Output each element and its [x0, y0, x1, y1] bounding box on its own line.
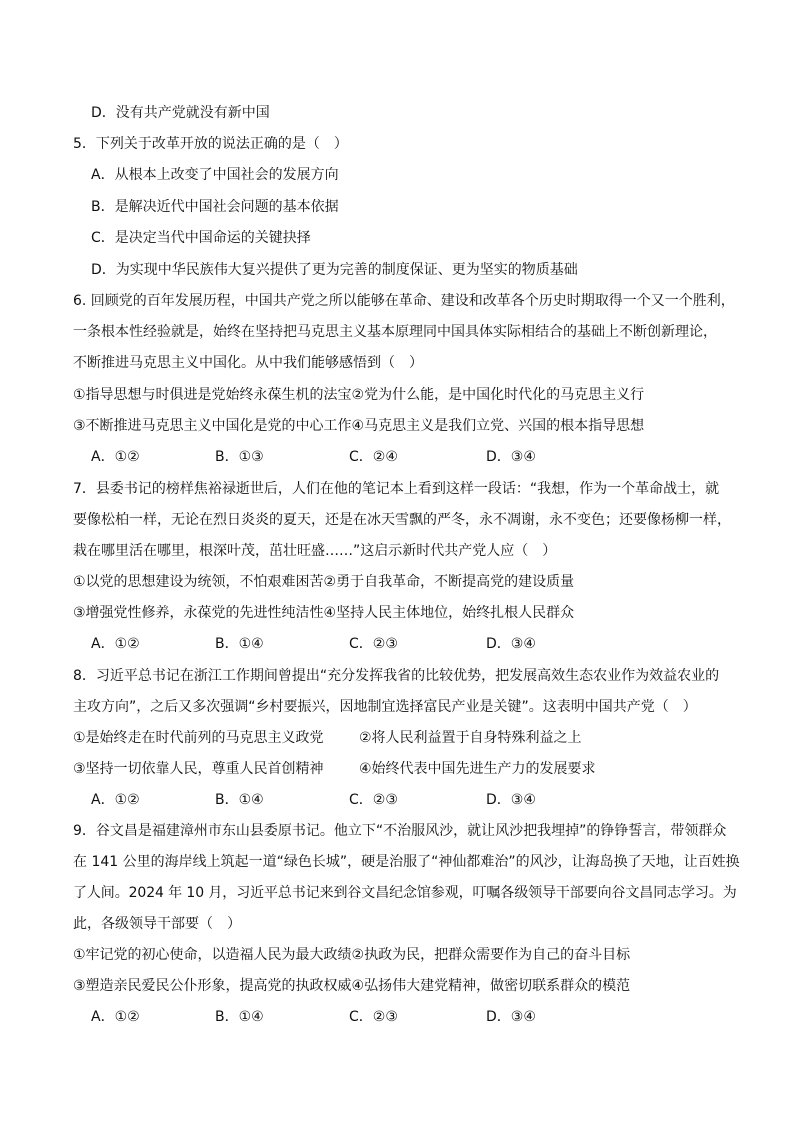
- q9-choice-d: D．③④: [486, 1009, 536, 1025]
- q5-option-b: B．是解决近代中国社会问题的基本依据: [91, 199, 339, 215]
- q8-statement-4: ④始终代表中国先进生产力的发展要求: [359, 761, 596, 777]
- q7-choice-d: D．③④: [486, 636, 536, 652]
- q6-stem-line-3: 不断推进马克思主义中国化。从中我们能够感悟到（ ）: [73, 355, 423, 371]
- q6-statements-line-1: ①指导思想与时俱进是党始终永葆生机的法宝②党为什么能，是中国化时代化的马克思主义行: [73, 387, 645, 403]
- q8-choice-b: B．①④: [215, 792, 264, 808]
- q7-choice-b: B．①④: [215, 636, 264, 652]
- q9-stem-line-2: 在 141 公里的海岸线上筑起一道“绿色长城”，硬是治服了“神仙都难治”的风沙，让海岛换了天地，让百姓换: [73, 854, 740, 870]
- q4-option-d: D．没有共产党就没有新中国: [91, 105, 270, 121]
- q7-stem-line-1: 7．县委书记的榜样焦裕禄逝世后，人们在他的笔记本上看到这样一段话：“我想，作为一个革命战士，就: [73, 481, 720, 497]
- q9-statements-line-2: ③塑造亲民爱民公仆形象，提高党的执政权威④弘扬伟大建党精神，做密切联系群众的模范: [73, 978, 631, 994]
- q6-choice-a: A．①②: [91, 449, 140, 465]
- q6-choice-d: D．③④: [486, 449, 536, 465]
- q7-choice-a: A．①②: [91, 636, 140, 652]
- q6-choice-c: C．②④: [349, 449, 398, 465]
- q7-statements-line-1: ①以党的思想建设为统领，不怕艰难困苦②勇于自我革命，不断提高党的建设质量: [73, 574, 575, 590]
- q7-choice-c: C．②③: [349, 636, 398, 652]
- q7-stem-line-2: 要像松柏一样，无论在烈日炎炎的夏天，还是在冰天雪飘的严冬，永不凋谢，永不变色；还要像杨柳一样，: [73, 512, 731, 528]
- q5-option-a: A．从根本上改变了中国社会的发展方向: [91, 167, 339, 183]
- q6-statements-line-2: ③不断推进马克思主义中国化是党的中心工作④马克思主义是我们立党、兴国的根本指导思想: [73, 418, 645, 434]
- q6-choice-b: B．①③: [215, 449, 264, 465]
- q9-choice-c: C．②③: [349, 1009, 398, 1025]
- q9-statements-line-1: ①牢记党的初心使命，以造福人民为最大政绩②执政为民，把群众需要作为自己的奋斗目标: [73, 947, 631, 963]
- q8-stem-line-1: 8．习近平总书记在浙江工作期间曾提出“充分发挥我省的比较优势，把发展高效生态农业作为效益农业的: [73, 668, 720, 684]
- q7-statements-line-2: ③增强党性修养，永葆党的先进性纯洁性④坚持人民主体地位，始终扎根人民群众: [73, 605, 575, 621]
- q6-stem-line-1: 6. 回顾党的百年发展历程，中国共产党之所以能够在革命、建设和改革各个历史时期取得一个又一个胜利，: [73, 293, 735, 309]
- q9-choice-a: A．①②: [91, 1009, 140, 1025]
- q9-stem-line-1: 9．谷文昌是福建漳州市东山县委原书记。他立下“不治服风沙，就让风沙把我埋掉”的铮铮誓言，带领群众: [73, 823, 727, 839]
- q6-stem-line-2: 一条根本性经验就是，始终在坚持把马克思主义基本原理同中国具体实际相结合的基础上不断创新理论，: [73, 324, 717, 340]
- q5-stem: 5．下列关于改革开放的说法正确的是（ ）: [73, 136, 348, 152]
- q8-statement-2: ②将人民利益置于自身特殊利益之上: [359, 730, 582, 746]
- q8-choice-c: C．②③: [349, 792, 398, 808]
- q8-choice-a: A．①②: [91, 792, 140, 808]
- q8-stem-line-2: 主攻方向”，之后又多次强调“乡村要振兴，因地制宜选择富民产业是关键”。这表明中国共产党（ ）: [73, 699, 697, 715]
- q5-option-d: D．为实现中华民族伟大复兴提供了更为完善的制度保证、更为坚实的物质基础: [91, 262, 578, 278]
- q8-choice-d: D．③④: [486, 792, 536, 808]
- q9-stem-line-4: 此，各级领导干部要（ ）: [73, 916, 241, 932]
- q8-statement-3: ③坚持一切依靠人民，尊重人民首创精神: [73, 761, 324, 777]
- q7-stem-line-3: 栽在哪里活在哪里，根深叶茂，茁壮旺盛……”这启示新时代共产党人应（ ）: [73, 543, 557, 559]
- q9-choice-b: B．①④: [215, 1009, 264, 1025]
- q5-option-c: C．是决定当代中国命运的关键抉择: [91, 230, 311, 246]
- q9-stem-line-3: 了人间。2024 年 10 月，习近平总书记来到谷文昌纪念馆参观，叮嘱各级领导干部要向谷文昌同志学习。为: [73, 885, 737, 901]
- q8-statement-1: ①是始终走在时代前列的马克思主义政党: [73, 730, 324, 746]
